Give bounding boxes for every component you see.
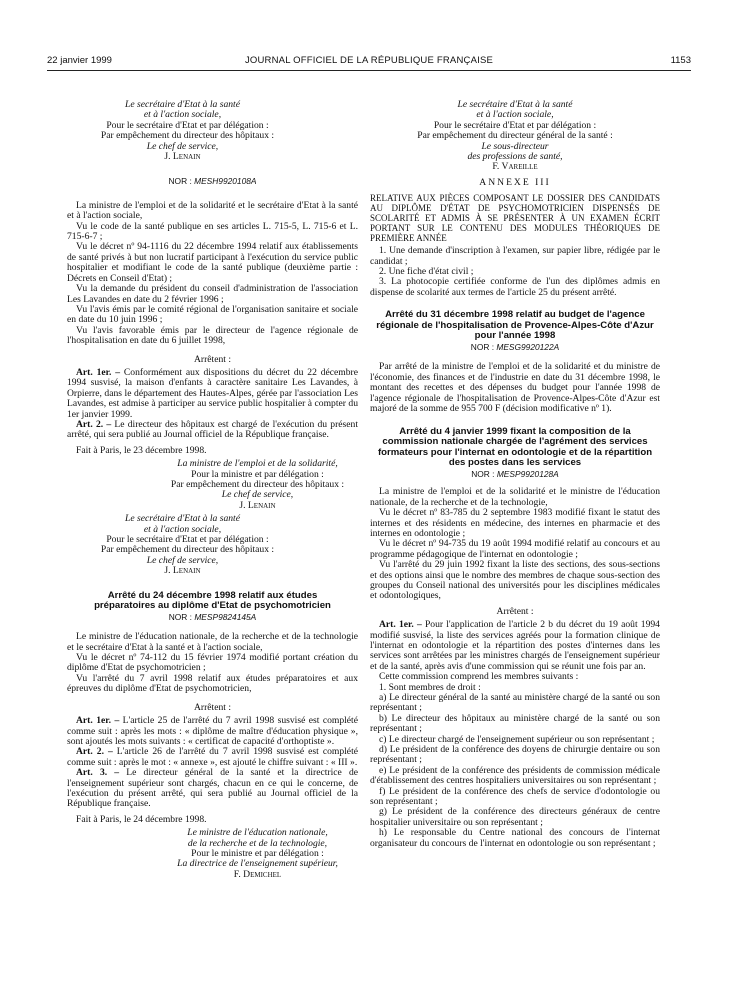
- decree-title: Arrêté du 31 décembre 1998 relatif au budget de l'agence régionale de l'hospitalisation de Provence-Alpes-Côte d'Azur pour l'année 1998: [376, 309, 654, 342]
- decree-title: Arrêté du 4 janvier 1999 fixant la composition de la commission nationale chargée de l'agrément des services formateurs pour l'internat en odontologie et de la répartition des postes dans les services: [377, 425, 653, 469]
- paragraph: La ministre de l'emploi et de la solidarité et le secrétaire d'Etat à la santé et à l'action sociale,: [67, 199, 358, 222]
- signature-block: [370, 100, 660, 173]
- paragraph: La ministre de l'emploi et de la solidarité et le ministre de l'éducation nationale, de la recherche et de la technologie,: [370, 486, 660, 508]
- annex-heading: RELATIVE AUX PIÈCES COMPOSANT LE DOSSIER DES CANDIDATS AU DIPLÔME D'ÉTAT DE PSYCHOMOTRICIEN DISPENSÉS DE SCOLARITÉ ET ADMIS À SE PRÉSENTER À UN EXAMEN ÉCRIT PORTANT SUR LE CONTENU DES MODULES THÉORIQUES DE PREMIÈRE ANNÉE: [370, 193, 660, 244]
- paragraph: Vu le décret nº 94-1116 du 22 décembre 1994 relatif aux établissements de santé privés à but non lucratif participant à l'exécution du service public hospitalier et modifiant le code de la santé publique (deuxième partie : Décrets en Conseil d'Etat) ;: [67, 241, 358, 284]
- list-item: d) Le président de la conférence des doyens de chirurgie dentaire ou son représentant ;: [370, 744, 660, 766]
- signatory-title: Le chef de service,: [146, 140, 219, 152]
- left-column: [67, 100, 358, 880]
- signatory-name: J. Lenain: [164, 565, 201, 577]
- delegation-line: Pour le secrétaire d'Etat et par délégation :: [433, 119, 597, 131]
- paragraph: Vu l'avis favorable émis par le directeur de l'agence régionale de l'hospitalisation en date du 6 juillet 1998,: [67, 324, 358, 347]
- signatory-title: Le secrétaire d'Etat à la santé: [125, 513, 240, 525]
- list-item: g) Le président de la conférence des directeurs généraux de centre hospitalier universitaire ou son représentant ;: [370, 806, 660, 828]
- signatory-title: Le secrétaire d'Etat à la santé: [457, 99, 573, 110]
- paragraph: Vu le décret nº 94-735 du 19 août 1994 modifié relatif au concours et au programme pédagogique de l'internat en odontologie ;: [370, 538, 660, 560]
- date-line: Fait à Paris, le 24 décembre 1998.: [76, 813, 207, 825]
- list-item: 2. Une fiche d'état civil ;: [379, 266, 474, 278]
- paragraph: Cette commission comprend les membres suivants :: [379, 671, 579, 683]
- signatory-title: Le chef de service,: [221, 489, 294, 501]
- signatory-title: Le sous-directeur: [481, 140, 549, 152]
- paragraph: Vu l'arrêté du 29 juin 1992 fixant la liste des sections, des sous-sections et des options ainsi que le nombre des membres de chaque sous-section des groupes du Conseil national des universités pour les disciplines médicales et odontologiques,: [370, 559, 660, 602]
- delegation-line: Pour le ministre et par délégation :: [191, 847, 324, 859]
- delegation-line: Par empêchement du directeur des hôpitaux :: [170, 479, 345, 490]
- signatory-title: La ministre de l'emploi et de la solidarité,: [177, 458, 338, 470]
- header-rule: [47, 70, 691, 71]
- page-number: 1153: [670, 55, 691, 66]
- article: Art. 1er. – Pour l'application de l'article 2 b du décret du 19 août 1994 modifié susvisé, la liste des services agréés pour la formation clinique de l'internat en odontologie et la répartition des postes d'internes dans les services sont arrêtées par les ministres chargés de l'enseignement supérieur et de la santé, après avis d'une commission qui se réunit une fois par an.: [370, 619, 660, 672]
- signatory-title: Le ministre de l'éducation nationale,: [187, 827, 328, 839]
- article: Art. 1er. – Conformément aux dispositions du décret du 22 décembre 1994 susvisé, la maison d'enfants à caractère sanitaire Les Lavandes, à Orpierre, dans le département des Hautes-Alpes, gérée par l'association Les Lavandes, est admise à participer au service public hospitalier à compter du 1er janvier 1999.: [67, 366, 358, 420]
- delegation-line: Pour la ministre et par délégation :: [191, 468, 324, 480]
- article: Art. 2. – Le directeur des hôpitaux est chargé de l'exécution du présent arrêté, qui sera publié au Journal officiel de la République française.: [67, 418, 358, 441]
- list-item: e) Le président de la conférence des présidents de commission médicale d'établissement des centres hospitaliers universitaires ou son représentant ;: [370, 764, 660, 787]
- signatory-title: Le secrétaire d'Etat à la santé: [125, 99, 240, 110]
- list-item: h) Le responsable du Centre national des concours de l'internat organisateur du concours de l'internat en odontologie ou son représentant ;: [370, 827, 660, 849]
- signatory-name: J. Lenain: [164, 151, 201, 163]
- arretent-label: Arrêtent :: [193, 701, 232, 713]
- article: Art. 2. – L'article 26 de l'arrêté du 7 avril 1998 susvisé est complété comme suit : après le mot : « annexe », est ajouté le chiffre suivant : « III ».: [67, 746, 358, 768]
- nor-reference: NOR : MESG9920122A: [470, 342, 560, 353]
- signatory-name: F. Vareille: [492, 161, 538, 173]
- article: Art. 3. – Le directeur général de la santé et la directrice de l'enseignement supérieur sont chargés, chacun en ce qui le concerne, de l'exécution du présent arrêté, qui sera publié au Journal officiel de la République française.: [67, 767, 358, 810]
- signatory-name: F. Demichel: [233, 868, 282, 880]
- paragraph: 1. Sont membres de droit :: [379, 681, 481, 693]
- annex-title: ANNEXE III: [479, 176, 551, 188]
- signatory-title: et à l'action sociale,: [143, 109, 222, 121]
- header-date: 22 janvier 1999: [47, 55, 112, 66]
- delegation-line: Par empêchement du directeur des hôpitaux :: [100, 130, 275, 142]
- signatory-title: de la recherche et de la technologie,: [187, 837, 328, 849]
- arretent-label: Arrêtent :: [193, 353, 232, 365]
- delegation-line: Pour le secrétaire d'Etat et par délégation :: [106, 534, 269, 546]
- signature-block: [67, 100, 358, 162]
- paragraph: Vu le code de la santé publique en ses articles L. 715-5, L. 715-6 et L. 715-6-7 ;: [67, 220, 358, 243]
- article: Art. 1er. – L'article 25 de l'arrêté du 7 avril 1998 susvisé est complété comme suit : après les mots : « diplôme de maître d'éducation physique », sont ajoutés les mots suivants : « certificat de capacité d'orthoptiste ».: [67, 715, 358, 747]
- paragraph: Vu le décret nº 74-112 du 15 février 1974 modifié portant création du diplôme d'Etat de psychomotricien ;: [67, 652, 358, 674]
- list-item: f) Le président de la conférence des chefs de service d'odontologie ou son représentant ;: [370, 785, 660, 808]
- page-header: [47, 55, 691, 69]
- signatory-name: J. Lenain: [239, 499, 276, 511]
- nor-reference: NOR : MESH9920108A: [168, 176, 257, 187]
- signatory-title: et à l'action sociale,: [143, 523, 222, 535]
- paragraph: Vu l'avis émis par le comité régional de l'organisation sanitaire et sociale en date du 10 juin 1996 ;: [67, 303, 358, 326]
- nor-reference: NOR : MESP9824145A: [168, 611, 257, 622]
- journal-title: JOURNAL OFFICIEL DE LA RÉPUBLIQUE FRANÇAISE: [244, 55, 494, 66]
- list-item: b) Le directeur des hôpitaux au ministère chargé de la santé ou son représentant ;: [370, 712, 660, 735]
- paragraph: Vu le décret nº 83-785 du 2 septembre 1983 modifié fixant le statut des internes et des résidents en médecine, des internes en pharmacie et des internes en odontologie ;: [370, 507, 660, 539]
- nor-reference: NOR : MESP9920128A: [471, 468, 559, 479]
- paragraph: Vu l'arrêté du 7 avril 1998 relatif aux études préparatoires et aux épreuves du diplôme d'Etat de psychomotricien,: [67, 672, 358, 695]
- paragraph: Vu la demande du président du conseil d'administration de l'association Les Lavandes en date du 2 février 1996 ;: [67, 283, 358, 305]
- right-column: [370, 100, 660, 849]
- list-item: 1. Une demande d'inscription à l'examen, sur papier libre, rédigée par le candidat ;: [370, 245, 660, 267]
- signatory-title: Le chef de service,: [146, 554, 219, 566]
- date-line: Fait à Paris, le 23 décembre 1998.: [76, 444, 207, 456]
- arretent-label: Arrêtent :: [496, 605, 534, 617]
- list-item: 3. La photocopie certifiée conforme de l'un des diplômes admis en dispense de scolarité aux termes de l'article 25 du présent arrêté.: [370, 276, 660, 298]
- signatory-title: La directrice de l'enseignement supérieur,: [177, 858, 338, 870]
- list-item: a) Le directeur général de la santé au ministère chargé de la santé ou son représentant ;: [370, 692, 660, 714]
- delegation-line: Par empêchement du directeur des hôpitaux :: [100, 544, 275, 556]
- paragraph: Le ministre de l'éducation nationale, de la recherche et de la technologie et le secrétaire d'Etat à la santé et à l'action sociale,: [67, 631, 358, 653]
- signatory-title: et à l'action sociale,: [476, 109, 554, 121]
- delegation-line: Par empêchement du directeur général de la santé :: [417, 130, 613, 142]
- delegation-line: Pour le secrétaire d'Etat et par délégation :: [106, 119, 269, 131]
- paragraph: Par arrêté de la ministre de l'emploi et de la solidarité et du ministre de l'économie, des finances et de l'industrie en date du 31 décembre 1998, le montant des recettes et des dépenses du budget pour l'année 1998 de l'agence régionale de l'hospitalisation de Provence-Alpes-Côte d'Azur est majoré de la somme de 955 700 F (décision modificative nº 1).: [370, 361, 660, 415]
- list-item: c) Le directeur chargé de l'enseignement supérieur ou son représentant ;: [379, 733, 655, 745]
- decree-title: Arrêté du 24 décembre 1998 relatif aux études préparatoires au diplôme d'Etat de psychomotricien: [94, 589, 331, 612]
- signatory-title: des professions de santé,: [467, 151, 563, 163]
